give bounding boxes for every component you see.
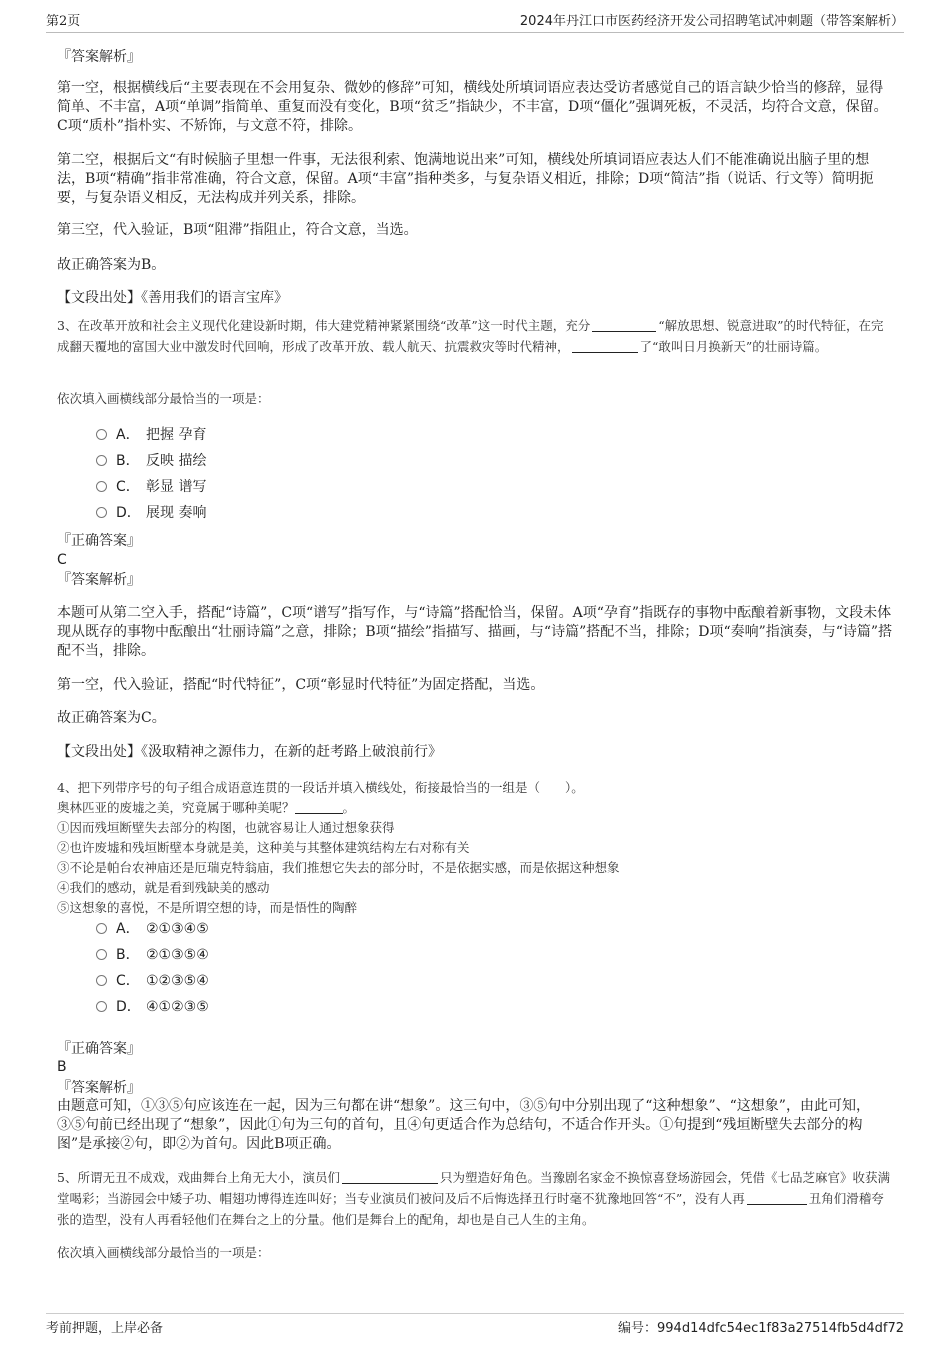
radio-icon[interactable] bbox=[96, 923, 107, 934]
blank-line bbox=[747, 1190, 807, 1205]
q2-analysis-p1: 第一空，根据横线后“主要表现在不会用复杂、微妙的修辞”可知，横线处所填词语应表达受访者感觉自己的语言缺少恰当的修辞，显得简单、不丰富，A项“单调”指简单、重复而没有变化，B项“贫乏”指缺少，不丰富，D项“僵化”强调死板，不灵活，均符合文意，保留。C项“质朴”指朴实、不矫饰，与文意不符，排除。 bbox=[57, 80, 888, 134]
q4-option-a[interactable]: A． ②①③④⑤ bbox=[96, 919, 209, 939]
q3-option-a[interactable]: A． 把握 孕育 bbox=[96, 425, 206, 445]
radio-icon[interactable] bbox=[96, 455, 107, 466]
q2-analysis-p4: 故正确答案为B。 bbox=[57, 257, 166, 273]
q3-analysis-p1: 本题可从第二空入手，搭配“诗篇”，C项“谱写”指写作，与“诗篇”搭配恰当，保留。A项“孕育”指既存的事物中酝酿着新事物，文段未体现从既存的事物中酝酿出“壮丽诗篇”之意，排除；B项“描绘”指描写、描画，与“诗篇”搭配不当，排除；D项“奏响”指演奏，与“诗篇”搭配不当，排除。 bbox=[57, 605, 893, 659]
radio-icon[interactable] bbox=[96, 975, 107, 986]
q4-stem: 4、把下列带序号的句子组合成语意连贯的一段话并填入横线处，衔接最恰当的一组是（ ）。 bbox=[57, 780, 584, 795]
q2-source: 【文段出处】《善用我们的语言宝库》 bbox=[57, 290, 288, 306]
q5-stem: 5、所谓无丑不成戏，戏曲舞台上角无大小，演员们 只为塑造好角色。当豫剧名家金不换惊喜登场游园会，凭借《七品芝麻官》收获满堂喝彩；当游园会中矮子功、帽翅功博得连连叫好；当专业演员们被问及后不后悔选择丑行时毫不犹豫地回答“不”，没有人再 丑角们滑稽夸张的造型，没有人再看轻他们在舞台之上的分量。他们是舞台上的配角，却也是自己人生的主角。 bbox=[57, 1170, 890, 1227]
q2-analysis-p3: 第三空，代入验证，B项“阻滞”指阻止，符合文意，当选。 bbox=[57, 222, 418, 238]
q4-analysis-label: 『答案解析』 bbox=[57, 1080, 141, 1096]
blank-line bbox=[295, 799, 343, 814]
q3-option-b[interactable]: B． 反映 描绘 bbox=[96, 451, 206, 471]
blank-line bbox=[592, 317, 656, 332]
q4-sentence-3: ③不论是帕台农神庙还是厄瑞克特翁庙，我们推想它失去的部分时，不是依据实感，而是依据这种想象 bbox=[57, 860, 620, 875]
radio-icon[interactable] bbox=[96, 1001, 107, 1012]
blank-line bbox=[572, 338, 638, 353]
radio-icon[interactable] bbox=[96, 481, 107, 492]
q4-option-c[interactable]: C． ①②③⑤④ bbox=[96, 971, 209, 991]
q4-answer-label: 『正确答案』 bbox=[57, 1041, 141, 1057]
footer-slogan: 考前押题，上岸必备 bbox=[46, 1321, 164, 1336]
q4-sentence-1: ①因而残垣断壁失去部分的构图，也就容易让人通过想象获得 bbox=[57, 820, 395, 835]
radio-icon[interactable] bbox=[96, 429, 107, 440]
document-title: 2024年丹江口市医药经济开发公司招聘笔试冲刺题（带答案解析） bbox=[519, 14, 904, 29]
q3-stem: 3、在改革开放和社会主义现代化建设新时期，伟大建党精神紧紧围绕“改革”这一时代主题，充分 “解放思想、锐意进取”的时代特征，在完成翻天覆地的富国大业中激发时代回响，形成了改革开放、载人航天、抗震救灾等时代精神， 了“敢叫日月换新天”的壮丽诗篇。 bbox=[57, 318, 884, 354]
q2-analysis-label: 『答案解析』 bbox=[57, 49, 141, 65]
q3-analysis-label: 『答案解析』 bbox=[57, 572, 141, 588]
q3-analysis-p2: 第一空，代入验证，搭配“时代特征”，C项“彰显时代特征”为固定搭配，当选。 bbox=[57, 677, 545, 693]
q3-source: 【文段出处】《汲取精神之源伟力，在新的赶考路上破浪前行》 bbox=[57, 744, 442, 760]
q4-sentence-4: ④我们的感动，就是看到残缺美的感动 bbox=[57, 880, 270, 895]
q4-option-d[interactable]: D． ④①②③⑤ bbox=[96, 997, 209, 1017]
blank-line bbox=[342, 1169, 438, 1184]
q4-answer: B bbox=[57, 1059, 67, 1075]
q3-analysis-p3: 故正确答案为C。 bbox=[57, 710, 166, 726]
page-number: 第2页 bbox=[46, 14, 81, 29]
q4-sentence-5: ⑤这想象的喜悦，不是所谓空想的诗，而是悟性的陶醉 bbox=[57, 900, 358, 915]
page-header bbox=[46, 10, 904, 33]
q4-option-b[interactable]: B． ②①③⑤④ bbox=[96, 945, 209, 965]
q3-prompt: 依次填入画横线部分最恰当的一项是： bbox=[57, 391, 270, 406]
q3-answer-label: 『正确答案』 bbox=[57, 533, 141, 549]
page-footer bbox=[46, 1313, 904, 1336]
q4-lead: 奥林匹亚的废墟之美，究竟属于哪种美呢？ 。 bbox=[57, 800, 356, 815]
q5-prompt: 依次填入画横线部分最恰当的一项是： bbox=[57, 1245, 270, 1260]
q3-option-c[interactable]: C． 彰显 谱写 bbox=[96, 477, 206, 497]
q4-analysis-p1: 由题意可知，①③⑤句应该连在一起，因为三句都在讲“想象”。这三句中，③⑤句中分别出现了“这种想象”、“这想象”，由此可知，③⑤句前已经出现了“想象”，因此①句为三句的首句，且④句更适合作为总结句，不适合作开头。①句提到“残垣断壁失去部分的构图”是承接②句，即②为首句。因此B项正确。 bbox=[57, 1098, 870, 1152]
q2-analysis-p2: 第二空，根据后文“有时候脑子里想一件事，无法很利索、饱满地说出来”可知，横线处所填词语应表达人们不能准确说出脑子里的想法，B项“精确”指非常准确，符合文意，保留。A项“丰富”指种类多，与复杂语义相近，排除；D项“简洁”指（说话、行文等）简明扼要，与复杂语义相反，无法构成并列关系，排除。 bbox=[57, 152, 874, 206]
q3-option-d[interactable]: D． 展现 奏响 bbox=[96, 503, 206, 523]
q4-sentence-2: ②也许废墟和残垣断壁本身就是美，这种美与其整体建筑结构左右对称有关 bbox=[57, 840, 470, 855]
document-id: 编号：994d14dfc54ec1f83a27514fb5d4df72 bbox=[618, 1321, 904, 1336]
radio-icon[interactable] bbox=[96, 949, 107, 960]
radio-icon[interactable] bbox=[96, 507, 107, 518]
q3-answer: C bbox=[57, 552, 67, 568]
